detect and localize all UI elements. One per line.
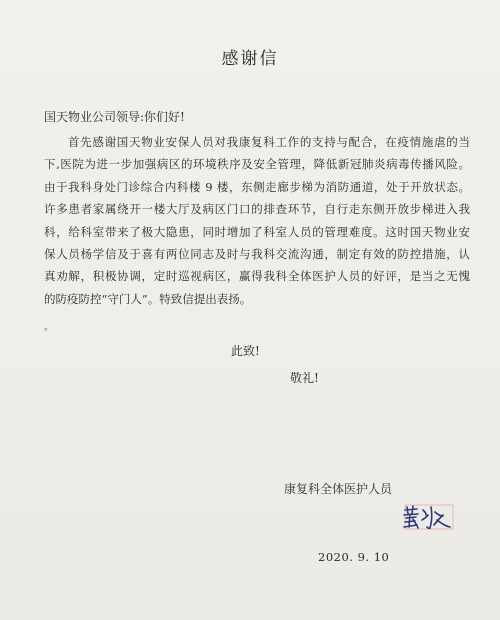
letter-title: 感谢信 <box>221 49 279 69</box>
body-line: 保人员杨学信及于喜有两位同志及时与我科交流沟通，制定有效的防控措施，认 <box>44 247 470 262</box>
body-line: 首先感谢国天物业安保人员对我康复科工作的支持与配合，在疫情施虐的当 <box>68 135 470 149</box>
signer-line: 康复科全体医护人员 <box>284 482 393 496</box>
stray-punctuation: 。 <box>44 322 54 333</box>
body-line: 的防疫防控“守门人”。特致信提出表扬。 <box>44 291 252 306</box>
body-line: 许多患者家属绕开一楼大厅及病区门口的排查环节，自行走东侧开放步梯进入我 <box>44 202 470 217</box>
closing-jingli: 敬礼! <box>290 371 319 385</box>
handwritten-signature <box>399 501 455 531</box>
body-line: 真劝解，积极协调，定时巡视病区，赢得我科全体医护人员的好评，是当之无愧 <box>44 269 470 284</box>
salutation: 国天物业公司领导:你们好! <box>44 110 185 124</box>
body-line: 由于我科身处门诊综合内科楼 9 楼，东侧走廊步梯为消防通道，处于开放状态。 <box>44 179 470 194</box>
closing-cizhi: 此致! <box>231 344 260 358</box>
body-line: 下,医院为进一步加强病区的环境秩序及安全管理，降低新冠肺炎病毒传播风险。 <box>44 157 470 172</box>
letter-body <box>44 131 470 310</box>
letter-date: 2020. 9. 10 <box>318 550 390 564</box>
body-line: 科，给科室带来了极大隐患，同时增加了科室人员的管理难度。这时国天物业安 <box>44 224 470 239</box>
